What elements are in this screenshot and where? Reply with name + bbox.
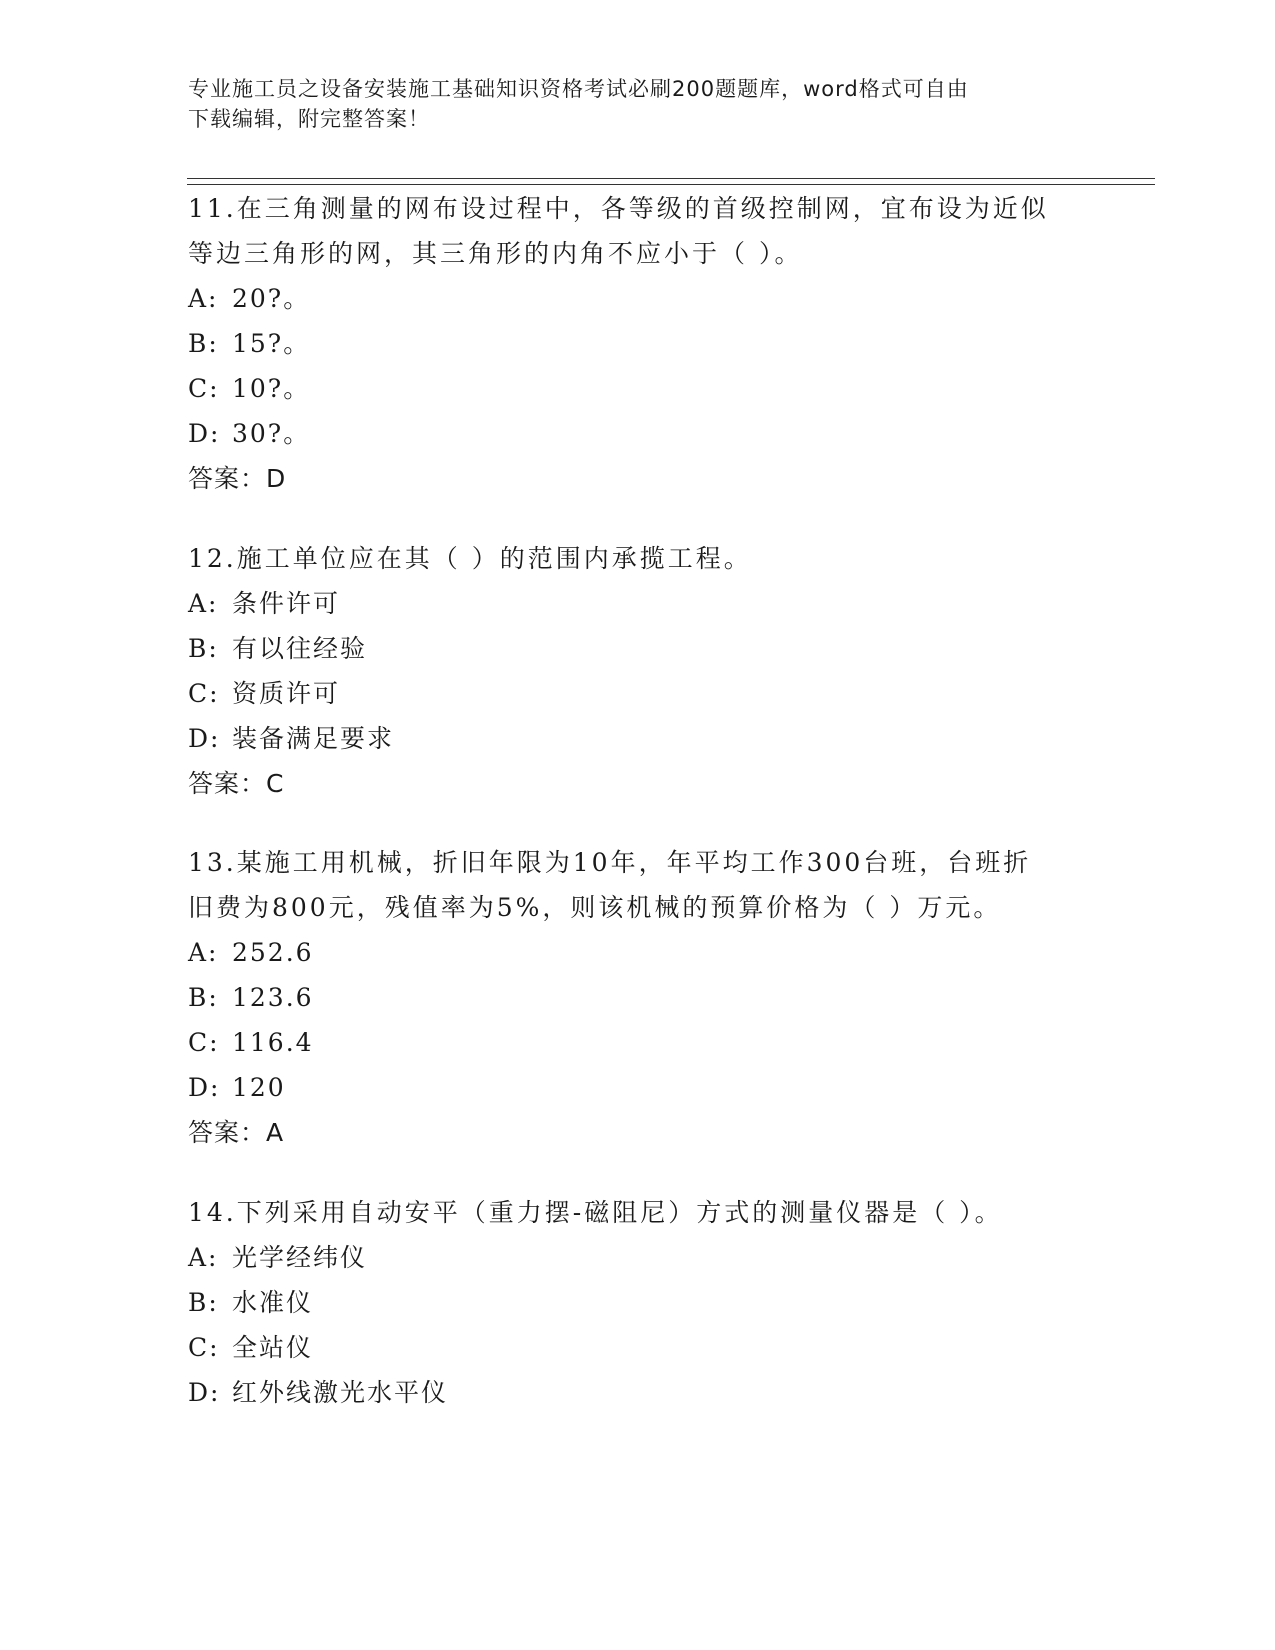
question-stem-line: 12.施工单位应在其（ ）的范围内承揽工程。 [188,544,752,573]
option-text: 10?。 [232,374,311,403]
option-text: 光学经纬仪 [232,1243,368,1272]
option-c [188,1020,1088,1065]
option-key: C: [188,1333,220,1362]
option-key: A: [188,1243,219,1272]
answer-line: 答案：C [188,769,285,798]
option-b [188,321,1088,366]
option-key: A: [188,589,219,618]
question-stem-line: 旧费为800元，残值率为5%，则该机械的预算价格为（ ）万元。 [188,893,1002,922]
question-stem [188,536,1088,581]
question-stem [188,840,1088,930]
option-text: 资质许可 [232,679,341,708]
option-key: B: [188,634,219,663]
option-text: 红外线激光水平仪 [232,1378,449,1407]
question-13 [188,840,1088,1155]
answer-line: 答案：D [188,464,287,493]
option-text: 有以往经验 [232,634,368,663]
option-key: A: [188,284,219,313]
option-a [188,1235,1088,1280]
option-c [188,671,1088,716]
option-c [188,366,1088,411]
option-text: 123.6 [232,983,314,1012]
option-key: B: [188,329,219,358]
option-text: 装备满足要求 [232,724,395,753]
header-title-line-1: 专业施工员之设备安装施工基础知识资格考试必刷200题题库，word格式可自由 [188,77,969,101]
document-header [188,74,1088,134]
option-d [188,716,1088,761]
option-text: 252.6 [232,938,314,967]
option-b [188,975,1088,1020]
option-text: 水准仪 [232,1288,314,1317]
option-key: C: [188,1028,220,1057]
option-text: 30?。 [232,419,311,448]
question-11 [188,186,1088,501]
option-key: C: [188,374,220,403]
option-key: D: [188,724,221,753]
header-divider [187,178,1155,185]
option-c [188,1325,1088,1370]
option-d [188,411,1088,456]
answer-line: 答案：A [188,1118,285,1147]
option-key: D: [188,1378,221,1407]
option-key: B: [188,983,219,1012]
option-d [188,1370,1088,1415]
option-text: 15?。 [232,329,311,358]
option-a [188,276,1088,321]
option-key: C: [188,679,220,708]
option-text: 条件许可 [232,589,341,618]
question-stem-line: 14.下列采用自动安平（重力摆-磁阻尼）方式的测量仪器是（ ）。 [188,1198,1003,1227]
option-text: 116.4 [232,1028,314,1057]
option-text: 全站仪 [232,1333,314,1362]
option-b [188,1280,1088,1325]
option-key: D: [188,419,221,448]
option-a [188,581,1088,626]
option-a [188,930,1088,975]
option-b [188,626,1088,671]
header-title-line-2: 下载编辑，附完整答案！ [188,107,430,131]
option-text: 120 [232,1073,286,1102]
option-text: 20?。 [232,284,311,313]
option-key: D: [188,1073,221,1102]
option-d [188,1065,1088,1110]
question-stem [188,1190,1088,1235]
option-key: A: [188,938,219,967]
question-12 [188,536,1088,806]
question-stem-line: 等边三角形的网，其三角形的内角不应小于（ ）。 [188,239,803,268]
question-14 [188,1190,1088,1415]
question-stem-line: 13.某施工用机械，折旧年限为10年，年平均工作300台班，台班折 [188,848,1032,877]
question-stem-line: 11.在三角测量的网布设过程中，各等级的首级控制网，宜布设为近似 [188,194,1049,223]
question-stem [188,186,1088,276]
option-key: B: [188,1288,219,1317]
